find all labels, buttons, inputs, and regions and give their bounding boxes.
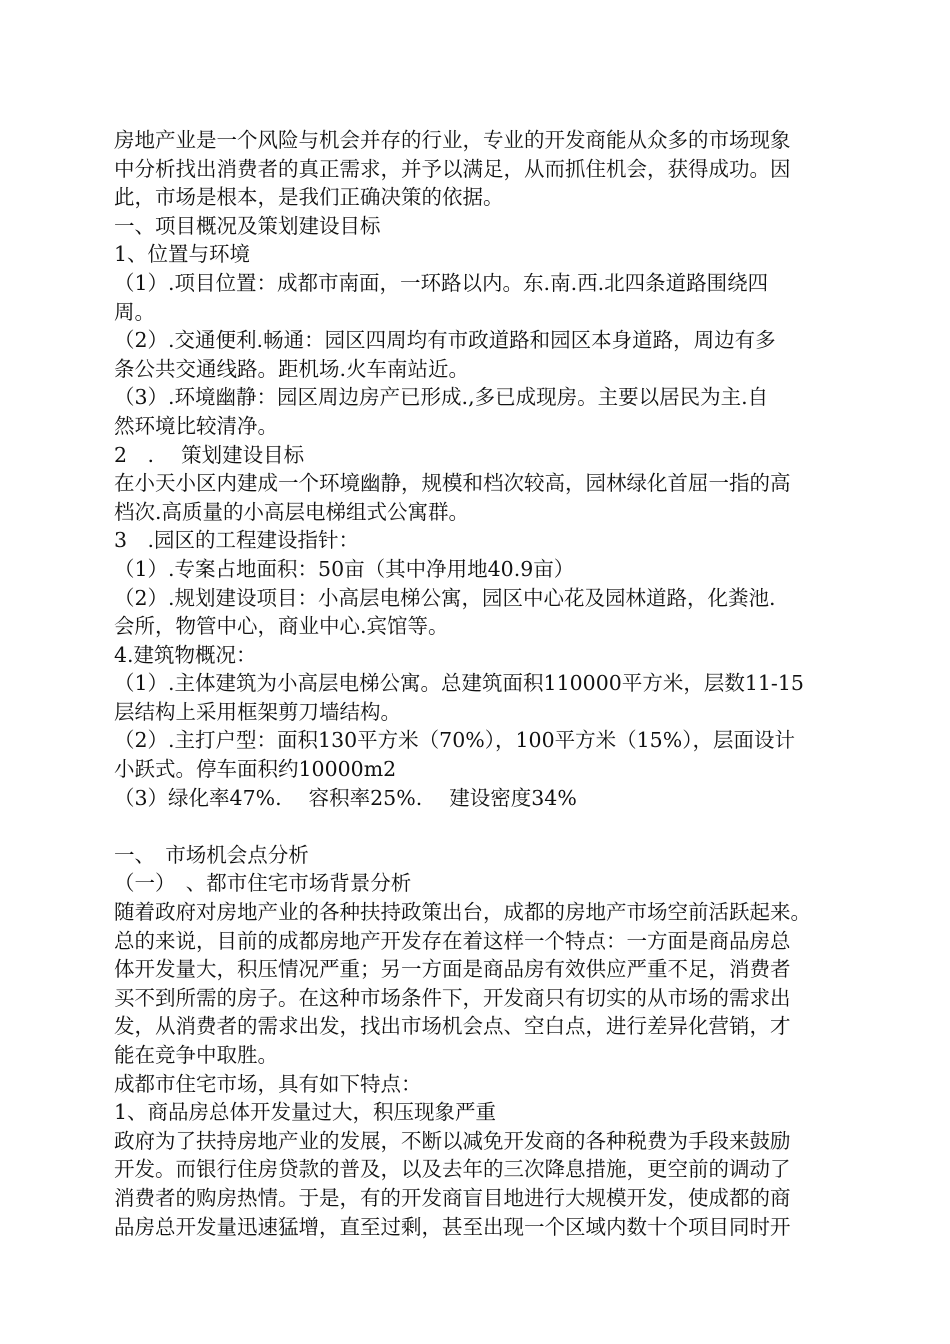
section-heading: 一、项目概况及策划建设目标 bbox=[114, 213, 381, 238]
subsection-heading: 2 . 策划建设目标 bbox=[114, 442, 305, 467]
paragraph-line: 成都市住宅市场，具有如下特点： bbox=[114, 1071, 422, 1096]
subsection-heading: （一） 、都市住宅市场背景分析 bbox=[114, 871, 412, 896]
paragraph-line: 总的来说，目前的成都房地产开发存在着这样一个特点：一方面是商品房总 bbox=[114, 928, 791, 953]
list-item-line: （3）绿化率47%. 容积率25%. 建设密度34% bbox=[114, 785, 577, 810]
paragraph-line: 在小天小区内建成一个环境幽静，规模和档次较高，园林绿化首屈一指的高 bbox=[114, 471, 791, 496]
list-item-line: （2）.主打户型：面积130平方米（70%），100平方米（15%），层面设计 bbox=[114, 728, 795, 753]
list-item-line: 层结构上采用框架剪刀墙结构。 bbox=[114, 699, 401, 724]
paragraph-line: 发，从消费者的需求出发，找出市场机会点、空白点，进行差异化营销，才 bbox=[114, 1014, 791, 1039]
list-item-line: 然环境比较清净。 bbox=[114, 413, 278, 438]
paragraph-line: 品房总开发量迅速猛增，直至过剩，甚至出现一个区域内数十个项目同时开 bbox=[114, 1214, 791, 1239]
paragraph-line: 随着政府对房地产业的各种扶持政策出台，成都的房地产市场空前活跃起来。 bbox=[114, 900, 811, 925]
list-item-line: （1）.主体建筑为小高层电梯公寓。总建筑面积110000平方米，层数11-15 bbox=[114, 671, 804, 696]
list-item-line: 周。 bbox=[114, 299, 155, 324]
subsection-heading: 3 .园区的工程建设指针： bbox=[114, 528, 360, 553]
list-item-line: 小跃式。停车面积约10000m2 bbox=[114, 757, 397, 782]
list-item-line: （1）.项目位置：成都市南面，一环路以内。东.南.西.北四条道路围绕四 bbox=[114, 270, 769, 295]
paragraph-line: 能在竞争中取胜。 bbox=[114, 1043, 278, 1067]
paragraph-line: 体开发量大，积压情况严重；另一方面是商品房有效供应严重不足，消费者 bbox=[114, 957, 791, 982]
paragraph-line: 此，市场是根本，是我们正确决策的依据。 bbox=[114, 185, 504, 210]
list-item-line: （2）.规划建设项目：小高层电梯公寓，园区中心花及园林道路，化粪池. bbox=[114, 585, 776, 610]
paragraph-line: 买不到所需的房子。在这种市场条件下，开发商只有切实的从市场的需求出 bbox=[114, 985, 791, 1010]
list-item-line: 条公共交通线路。距机场.火车南站近。 bbox=[114, 356, 470, 381]
paragraph-line: 政府为了扶持房地产业的发展，不断以减免开发商的各种税费为手段来鼓励 bbox=[114, 1128, 791, 1153]
paragraph-line: 开发。而银行住房贷款的普及，以及去年的三次降息措施，更空前的调动了 bbox=[114, 1157, 791, 1182]
subsection-heading: 1、商品房总体开发量过大，积压现象严重 bbox=[114, 1100, 497, 1125]
list-item-line: （2）.交通便利.畅通：园区四周均有市政道路和园区本身道路，周边有多 bbox=[114, 328, 776, 353]
paragraph-line: 中分析找出消费者的真正需求，并予以满足，从而抓住机会，获得成功。因 bbox=[114, 156, 791, 181]
list-item-line: 会所，物管中心，商业中心.宾馆等。 bbox=[114, 614, 449, 639]
paragraph-line: 房地产业是一个风险与机会并存的行业，专业的开发商能从众多的市场现象 bbox=[114, 128, 791, 152]
section-heading: 一、 市场机会点分析 bbox=[114, 842, 309, 867]
list-item-line: （1）.专案占地面积：50亩（其中净用地40.9亩） bbox=[114, 556, 575, 581]
subsection-heading: 4.建筑物概况： bbox=[114, 642, 257, 667]
blank-line bbox=[114, 812, 854, 841]
paragraph-line: 档次.高质量的小高层电梯组式公寓群。 bbox=[114, 499, 470, 524]
subsection-heading: 1、位置与环境 bbox=[114, 242, 251, 267]
document-body bbox=[114, 126, 854, 1241]
paragraph-line: 消费者的购房热情。于是，有的开发商盲目地进行大规模开发，使成都的商 bbox=[114, 1185, 791, 1210]
list-item-line: （3）.环境幽静：园区周边房产已形成.,多已成现房。主要以居民为主.自 bbox=[114, 385, 769, 410]
